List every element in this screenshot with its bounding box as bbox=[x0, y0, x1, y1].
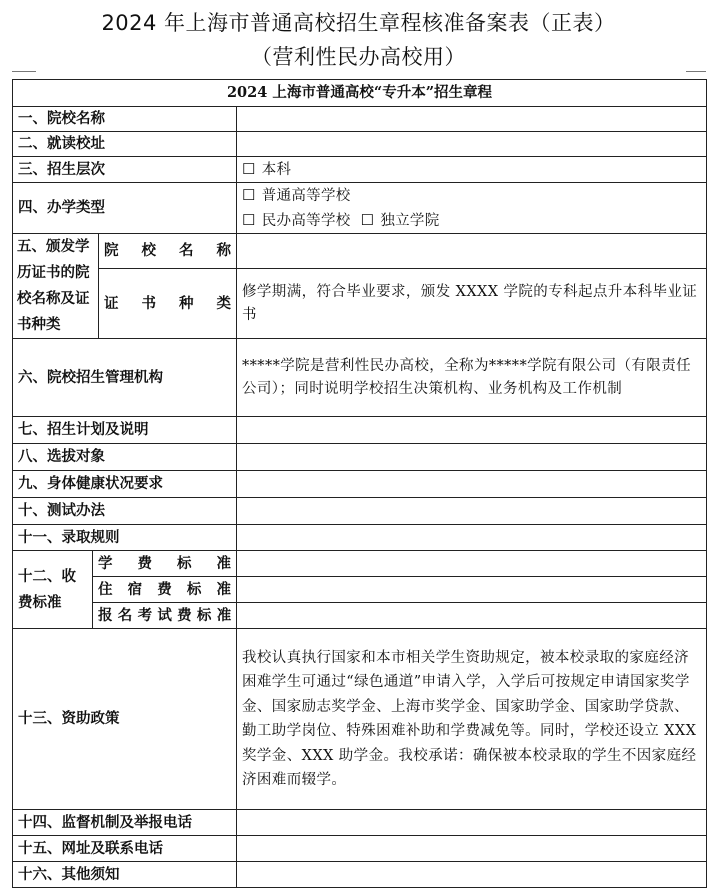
row-label-eligible-applicants: 八、选拔对象 bbox=[13, 444, 237, 471]
row-label-institution-name: 一、院校名称 bbox=[13, 107, 237, 132]
value-eligible-applicants[interactable] bbox=[237, 444, 707, 471]
value-campus-address[interactable] bbox=[237, 132, 707, 157]
checkbox-independent-college[interactable]: ☐ bbox=[360, 211, 375, 229]
margin-tick-right bbox=[686, 71, 706, 72]
form-subtitle: （营利性民办高校用） bbox=[251, 45, 466, 69]
value-institution-name[interactable] bbox=[237, 107, 707, 132]
value-enrollment-plan[interactable] bbox=[237, 417, 707, 444]
value-accommodation[interactable] bbox=[237, 577, 707, 603]
option-private-university: 民办高等学校 bbox=[261, 213, 351, 229]
checkbox-private-university[interactable]: ☐ bbox=[242, 211, 256, 229]
row-label-health-requirements: 九、身体健康状况要求 bbox=[13, 471, 237, 498]
value-admission-rules[interactable] bbox=[237, 525, 707, 551]
value-testing-method[interactable] bbox=[237, 498, 707, 525]
margin-tick-left bbox=[12, 71, 36, 72]
option-regular-university: 普通高等学校 bbox=[261, 188, 351, 204]
row-label-testing-method: 十、测试办法 bbox=[13, 498, 237, 525]
option-independent-college: 独立学院 bbox=[380, 213, 440, 229]
value-tuition[interactable] bbox=[237, 551, 707, 577]
row-label-supervision-hotline: 十四、监督机制及举报电话 bbox=[13, 810, 237, 836]
value-admissions-office: *****学院是营利性民办高校，全称为*****学院有限公司（有限责任公司）；同时说明学校招生决策机构、业务机构及工作机制 bbox=[237, 339, 707, 417]
value-health-requirements[interactable] bbox=[237, 471, 707, 498]
row-label-enrollment-level: 三、招生层次 bbox=[13, 157, 237, 183]
option-undergraduate: 本科 bbox=[261, 162, 292, 178]
value-website-contact[interactable] bbox=[237, 836, 707, 862]
value-certificate-institution[interactable] bbox=[237, 234, 707, 269]
table-header: 2024 上海市普通高校“专升本”招生章程 bbox=[13, 80, 707, 107]
checkbox-undergraduate[interactable]: ☐ bbox=[242, 160, 256, 178]
sub-label-exam-fee: 报名考试费标准 bbox=[93, 603, 237, 629]
value-certificate-type: 修学期满，符合毕业要求，颁发 XXXX 学院的专科起点升本科毕业证书 bbox=[237, 269, 707, 339]
value-supervision-hotline[interactable] bbox=[237, 810, 707, 836]
row-label-campus-address: 二、就读校址 bbox=[13, 132, 237, 157]
row-label-certificate: 五、颁发学历证书的院校名称及证书种类 bbox=[13, 234, 99, 339]
filing-table bbox=[12, 79, 707, 888]
row-label-enrollment-plan: 七、招生计划及说明 bbox=[13, 417, 237, 444]
row-label-school-type: 四、办学类型 bbox=[13, 183, 237, 234]
sub-label-institution: 院校名称 bbox=[99, 234, 237, 269]
sub-label-tuition: 学费标准 bbox=[93, 551, 237, 577]
value-enrollment-level bbox=[237, 157, 707, 183]
value-school-type bbox=[237, 183, 707, 234]
row-label-fee-standards: 十二、收费标准 bbox=[13, 551, 93, 629]
row-label-admission-rules: 十一、录取规则 bbox=[13, 525, 237, 551]
row-label-financial-aid: 十三、资助政策 bbox=[13, 629, 237, 810]
value-financial-aid: 我校认真执行国家和本市相关学生资助规定，被本校录取的家庭经济困难学生可通过“绿色通道”申请入学，入学后可按规定申请国家奖学金、国家励志奖学金、上海市奖学金、国家助学金、国家助学贷款、勤工助学岗位、特殊困难补助和学费减免等。同时，学校还设立 XXX 奖学金、XXX 助学金。我校承诺：确保被本校录取的学生不因家庭经济困难而辍学。 bbox=[237, 629, 707, 810]
sub-label-certificate-type: 证书种类 bbox=[99, 269, 237, 339]
checkbox-regular-university[interactable]: ☐ bbox=[242, 186, 256, 204]
row-label-website-contact: 十五、网址及联系电话 bbox=[13, 836, 237, 862]
sub-label-accommodation: 住宿费标准 bbox=[93, 577, 237, 603]
form-title: 2024 年上海市普通高校招生章程核准备案表（正表） bbox=[101, 11, 616, 35]
value-exam-fee[interactable] bbox=[237, 603, 707, 629]
value-other-notes[interactable] bbox=[237, 862, 707, 888]
row-label-admissions-office: 六、院校招生管理机构 bbox=[13, 339, 237, 417]
row-label-other-notes: 十六、其他须知 bbox=[13, 862, 237, 888]
